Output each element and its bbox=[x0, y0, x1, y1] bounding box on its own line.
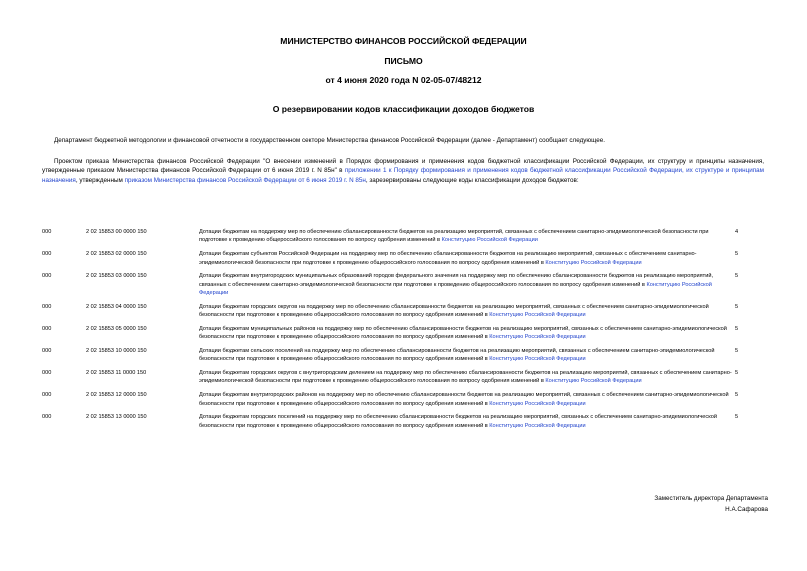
table-row bbox=[42, 390, 768, 412]
constitution-link[interactable]: Конституцию Российской Федерации bbox=[489, 400, 586, 407]
note-number-cell: 4 bbox=[735, 229, 739, 235]
admin-code-cell: 000 bbox=[42, 229, 52, 235]
description-text: Дотации бюджетам субъектов Российской Федерации на поддержку мер по обеспечению сбалансированности бюджетов на реализацию мероприятий, связанных с обеспечением санитарно-эпидемиологической безопасности при подготовке к проведению общероссийского голосования по вопросу одобрения изменений в bbox=[199, 251, 697, 266]
note-number-cell: 5 bbox=[735, 392, 739, 399]
note-number-cell: 5 bbox=[735, 251, 739, 258]
admin-code-cell: 000 bbox=[42, 370, 52, 377]
description-cell bbox=[199, 302, 735, 324]
description-cell bbox=[199, 412, 735, 434]
description-cell bbox=[199, 227, 735, 249]
body-paragraph bbox=[42, 157, 764, 185]
signature-position: Заместитель директора Департамента bbox=[654, 495, 768, 502]
admin-code-cell: 000 bbox=[42, 273, 52, 280]
constitution-link[interactable]: Конституцию Российской Федерации bbox=[489, 356, 586, 363]
admin-code-cell: 000 bbox=[42, 414, 52, 421]
description-text: Дотации бюджетам городских округов на поддержку мер по обеспечению сбалансированности бюджетов на реализацию мероприятий, связанных с обеспечением санитарно-эпидемиологической безопасности при подготовке к проведению общероссийского голосования по вопросу одобрения изменений в bbox=[199, 303, 709, 319]
table-row bbox=[42, 302, 768, 324]
description-cell bbox=[199, 390, 735, 412]
revenue-code-cell: 2 02 15853 00 0000 150 bbox=[86, 229, 147, 235]
description-text: Дотации бюджетам городских поселений на поддержку мер по обеспечению сбалансированности бюджетов на реализацию мероприятий, связанных с обеспечением санитарно-эпидемиологической безопасности при подготовке к проведению общероссийского голосования по вопросу одобрения изменений в bbox=[199, 414, 717, 429]
revenue-code-cell: 2 02 15853 10 0000 150 bbox=[86, 347, 147, 354]
table-row bbox=[42, 412, 768, 434]
signature-name: Н.А.Сафарова bbox=[725, 506, 768, 513]
note-number-cell: 5 bbox=[735, 347, 739, 354]
constitution-link[interactable]: Конституцию Российской Федерации bbox=[489, 312, 586, 319]
constitution-link[interactable]: Конституцию Российской Федерации bbox=[545, 259, 642, 266]
table-row bbox=[42, 271, 768, 302]
table-row bbox=[42, 324, 768, 346]
description-cell bbox=[199, 249, 735, 271]
document-subject: О резервировании кодов классификации доходов бюджетов bbox=[272, 104, 535, 114]
table-row bbox=[42, 227, 768, 249]
body-text-3: , зарезервированы следующие коды классификации доходов бюджетов: bbox=[365, 176, 579, 184]
description-cell bbox=[199, 324, 735, 346]
admin-code-cell: 000 bbox=[42, 347, 52, 354]
note-number-cell: 5 bbox=[735, 325, 739, 332]
body-text-1: Проектом приказа Министерства финансов Российской Федерации "О внесении изменений в Порядок формирования и применения кодов бюджетной классификации Российской Федерации, их структуру и принципы назначения, утвержденные приказом Министерства финансов Российской Федерации от 6 июня 2019 г. N 85н" в bbox=[42, 158, 764, 175]
revenue-code-cell: 2 02 15853 02 0000 150 bbox=[86, 251, 147, 258]
admin-code-cell: 000 bbox=[42, 325, 52, 332]
description-text: Дотации бюджетам внутригородских муниципальных образований городов федерального значения на поддержку мер по обеспечению сбалансированности бюджетов на реализацию мероприятий, связанных с обеспечением санитарно-эпидемиологической безопасности при подготовке к проведению общероссийского голосования по вопросу одобрения изменений в bbox=[199, 273, 713, 288]
description-text: Дотации бюджетам сельских поселений на поддержку мер по обеспечению сбалансированности бюджетов на реализацию мероприятий, связанных с обеспечением санитарно-эпидемиологической безопасности при подготовке к проведению общероссийского голосования по вопросу одобрения изменений в bbox=[199, 347, 715, 363]
description-cell bbox=[199, 368, 735, 390]
order-link[interactable]: приказом Министерства финансов Российской Федерации от 6 июня 2019 г. N 85н bbox=[124, 176, 366, 184]
constitution-link[interactable]: Конституцию Российской Федерации bbox=[489, 334, 586, 341]
document-type: ПИСЬМО bbox=[384, 56, 423, 66]
admin-code-cell: 000 bbox=[42, 392, 52, 399]
description-text: Дотации бюджетам внутригородских районов на поддержку мер по обеспечению сбалансированности бюджетов на реализацию мероприятий, связанных с обеспечением санитарно-эпидемиологической безопасности при подготовке к проведению общероссийского голосования по вопросу одобрения изменений в bbox=[199, 392, 729, 407]
appendix-link[interactable]: приложении 1 к Порядку формирования и применения кодов бюджетной классификации Российской Федерации, их структуре и принципам назначения bbox=[42, 167, 764, 184]
description-cell bbox=[199, 346, 735, 368]
description-cell bbox=[199, 271, 735, 302]
description-text: Дотации бюджетам городских округов с внутригородским делением на поддержку мер по обеспечению сбалансированности бюджетов на реализацию мероприятий, связанных с обеспечением санитарно-эпидемиологической безопасности при подготовке к проведению общероссийского голосования по вопросу одобрения изменений в bbox=[199, 370, 732, 385]
note-number-cell: 5 bbox=[735, 273, 739, 280]
table-row bbox=[42, 249, 768, 271]
revenue-code-cell: 2 02 15853 03 0000 150 bbox=[86, 273, 147, 280]
note-number-cell: 5 bbox=[735, 414, 739, 421]
revenue-code-cell: 2 02 15853 05 0000 150 bbox=[86, 325, 147, 332]
constitution-link[interactable]: Конституцию Российской Федерации bbox=[489, 422, 586, 429]
codes-table bbox=[42, 227, 768, 434]
revenue-code-cell: 2 02 15853 04 0000 150 bbox=[86, 303, 147, 310]
revenue-code-cell: 2 02 15853 11 0000 150 bbox=[86, 370, 147, 377]
note-number-cell: 5 bbox=[735, 303, 739, 310]
ministry-title: МИНИСТЕРСТВО ФИНАНСОВ РОССИЙСКОЙ ФЕДЕРАЦИИ bbox=[280, 36, 527, 46]
body-text-2: , утвержденным bbox=[75, 176, 125, 184]
description-text: Дотации бюджетам муниципальных районов на поддержку мер по обеспечению сбалансированности бюджетов на реализацию мероприятий, связанных с обеспечением санитарно-эпидемиологической безопасности при подготовке к проведению общероссийского голосования по вопросу одобрения изменений в bbox=[199, 325, 727, 341]
table-row bbox=[42, 346, 768, 368]
note-number-cell: 5 bbox=[735, 370, 739, 377]
admin-code-cell: 000 bbox=[42, 303, 52, 310]
revenue-code-cell: 2 02 15853 13 0000 150 bbox=[86, 414, 147, 421]
document-date-number: от 4 июня 2020 года N 02-05-07/48212 bbox=[325, 75, 482, 85]
constitution-link[interactable]: Конституцию Российской Федерации bbox=[441, 237, 538, 244]
intro-paragraph: Департамент бюджетной методологии и финансовой отчетности в государственном секторе Министерства финансов Российской Федерации (далее - Департамент) сообщает следующее. bbox=[54, 137, 605, 144]
table-row bbox=[42, 368, 768, 390]
revenue-code-cell: 2 02 15853 12 0000 150 bbox=[86, 392, 147, 399]
constitution-link[interactable]: Конституцию Российской Федерации bbox=[199, 281, 712, 297]
constitution-link[interactable]: Конституцию Российской Федерации bbox=[545, 378, 642, 385]
admin-code-cell: 000 bbox=[42, 251, 52, 258]
description-text: Дотации бюджетам на поддержку мер по обеспечению сбалансированности бюджетов на реализацию мероприятий, связанных с обеспечением санитарно-эпидемиологической безопасности при подготовке к проведению общероссийского голосования по вопросу одобрения изменений в bbox=[199, 229, 709, 244]
